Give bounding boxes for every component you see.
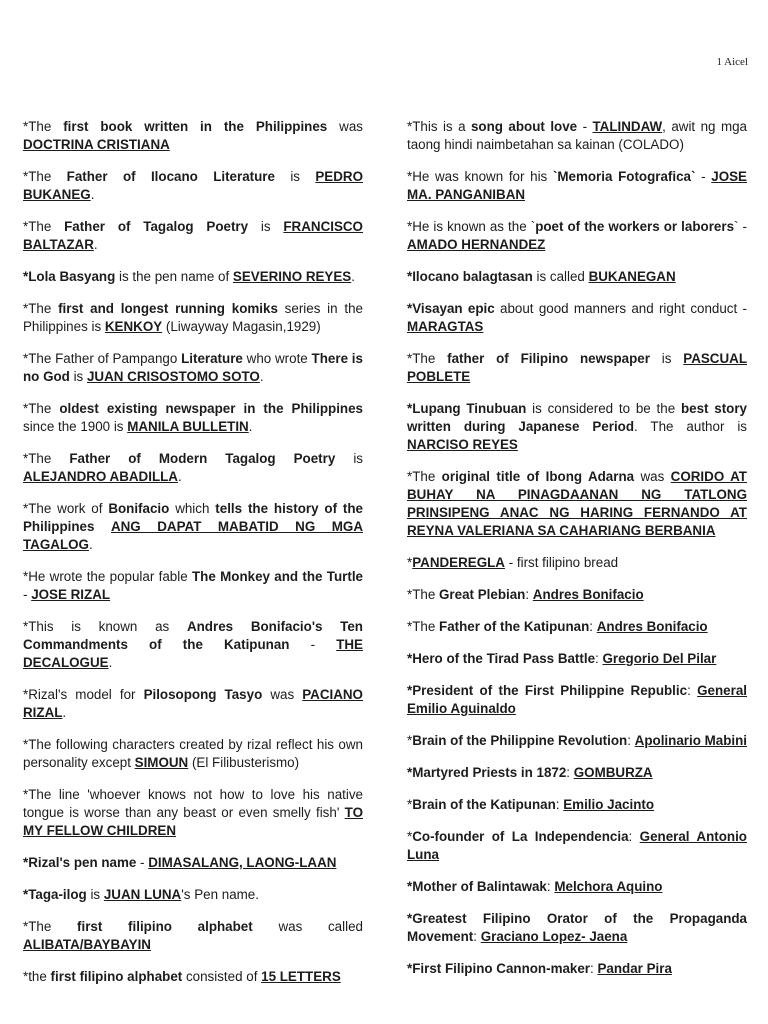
fact-item	[407, 218, 747, 254]
fact-item	[407, 732, 747, 750]
fact-keyword: *Mother of Balintawak	[407, 879, 547, 894]
fact-keyword: original title of Ibong Adarna	[441, 469, 635, 484]
fact-text: is	[274, 169, 316, 184]
fact-answer: ALEJANDRO ABADILLA	[23, 469, 178, 484]
fact-answer: Pandar Pira	[597, 961, 672, 976]
fact-keyword: tells the history of the Philippines	[23, 501, 363, 534]
fact-keyword: Father of the Katipunan	[439, 619, 590, 634]
fact-keyword: *Martyred Priests in 1872	[407, 765, 567, 780]
fact-keyword: song about love	[470, 119, 578, 134]
fact-keyword: father of Filipino newspaper	[447, 351, 650, 366]
fact-keyword: first and longest running komiks	[58, 301, 278, 316]
fact-keyword: Father of Modern Tagalog Poetry	[69, 451, 336, 466]
fact-answer: GOMBURZA	[573, 765, 653, 780]
fact-text: :	[566, 765, 574, 780]
fact-text: :	[627, 733, 635, 748]
fact-item	[23, 400, 363, 436]
fact-text: 's Pen name.	[181, 887, 259, 902]
fact-keyword: first filipino alphabet	[77, 919, 253, 934]
fact-text: *The	[407, 619, 440, 634]
fact-answer: JUAN LUNA	[103, 887, 182, 902]
fact-text: is the pen name of	[115, 269, 233, 284]
fact-item	[407, 468, 747, 540]
fact-answer: Apolinario Mabini	[634, 733, 748, 748]
fact-text: *	[407, 733, 413, 748]
fact-item	[23, 618, 363, 672]
fact-item	[407, 300, 747, 336]
fact-text: is	[335, 451, 363, 466]
fact-item	[407, 168, 747, 204]
fact-text: *This is a	[407, 119, 471, 134]
fact-text: . The author is	[634, 419, 747, 434]
fact-answer: 15 LETTERS	[261, 969, 341, 984]
fact-text: :	[525, 587, 533, 602]
fact-answer: CORIDO AT BUHAY NA PINAGDAANAN NG TATLONG PRINSIPENG ANAC NG HARING FERNANDO AT REYNA VALERIANA SA CAHARIANG BERBANIA	[407, 469, 747, 538]
fact-text: (El Filibusterismo)	[188, 755, 300, 770]
fact-answer: SEVERINO REYES	[232, 269, 352, 284]
fact-text: *The	[23, 919, 78, 934]
fact-text: *The	[23, 301, 59, 316]
fact-keyword: oldest existing newspaper in the Philippines	[59, 401, 363, 416]
fact-text: .	[108, 655, 113, 670]
fact-keyword: *Lola Basyang	[23, 269, 116, 284]
fact-answer: PEDRO BUKANEG	[23, 169, 363, 202]
fact-text: was	[634, 469, 671, 484]
fact-text: is considered to be the	[526, 401, 681, 416]
fact-item	[23, 886, 363, 904]
fact-item	[23, 268, 363, 286]
fact-answer: PASCUAL POBLETE	[407, 351, 747, 384]
fact-answer: PACIANO RIZAL	[23, 687, 363, 720]
fact-item	[407, 350, 747, 386]
fact-keyword: best story written during Japanese Period	[407, 401, 748, 434]
fact-answer: General Emilio Aguinaldo	[407, 683, 747, 716]
fact-text: *	[407, 555, 413, 570]
fact-item	[407, 878, 747, 896]
fact-item	[407, 796, 747, 814]
fact-answer: DIMASALANG, LAONG-LAAN	[148, 855, 337, 870]
fact-text: .	[90, 187, 95, 202]
fact-text: :	[555, 797, 564, 812]
fact-answer: Emilio Jacinto	[563, 797, 655, 812]
fact-text: :	[628, 829, 640, 844]
fact-text: was called	[252, 919, 363, 934]
fact-answer: Graciano Lopez- Jaena	[480, 929, 628, 944]
fact-answer: TO MY FELLOW CHILDREN	[23, 805, 363, 838]
fact-keyword: Co-founder of La Independencia	[412, 829, 629, 844]
fact-text: is	[86, 887, 104, 902]
fact-text: *The Father of Pampango	[23, 351, 182, 366]
fact-text	[94, 519, 111, 534]
fact-answer: PANDEREGLA	[412, 555, 505, 570]
fact-text: about good manners and right conduct -	[494, 301, 747, 316]
fact-answer: TALINDAW	[592, 119, 663, 134]
fact-keyword: Great Plebian	[439, 587, 526, 602]
fact-text: :	[473, 929, 481, 944]
fact-text: .	[88, 537, 93, 552]
fact-text: consisted of	[182, 969, 262, 984]
fact-keyword: *Taga-ilog	[23, 887, 87, 902]
fact-text: who wrote	[242, 351, 312, 366]
fact-item	[407, 586, 747, 604]
fact-text: -	[695, 169, 712, 184]
fact-keyword: Father of Tagalog Poetry	[64, 219, 249, 234]
fact-text: *This is known as	[23, 619, 187, 634]
fact-keyword: *Lupang Tinubuan	[407, 401, 527, 416]
fact-keyword: Andres Bonifacio's Ten Commandments of the Katipunan	[23, 619, 363, 652]
fact-item	[23, 786, 363, 840]
fact-item	[23, 118, 363, 154]
fact-text: , awit ng mga taong hindi naimbetahan sa kainan (COLADO)	[407, 119, 748, 152]
fact-answer: Melchora Aquino	[554, 879, 663, 894]
fact-text: :	[590, 961, 598, 976]
fact-answer: MARAGTAS	[407, 319, 484, 334]
fact-text: was	[262, 687, 303, 702]
fact-keyword: Literature	[181, 351, 243, 366]
fact-text: *He is known as the `	[407, 219, 536, 234]
fact-answer: ALIBATA/BAYBAYIN	[23, 937, 151, 952]
fact-keyword: *Rizal's pen name	[23, 855, 137, 870]
fact-text: *The	[23, 219, 65, 234]
fact-text: *the	[23, 969, 51, 984]
fact-answer: ANG DAPAT MABATID NG MGA TAGALOG	[23, 519, 363, 552]
fact-text: *The	[407, 351, 448, 366]
fact-text: :	[687, 683, 698, 698]
fact-text: ` -	[734, 219, 748, 234]
fact-text: *The	[407, 469, 442, 484]
fact-keyword: *First Filipino Cannon-maker	[407, 961, 591, 976]
fact-keyword: Brain of the Philippine Revolution	[412, 733, 628, 748]
fact-text: *	[407, 797, 413, 812]
fact-text: *The work of	[23, 501, 109, 516]
fact-answer: MANILA BULLETIN	[127, 419, 249, 434]
fact-item	[407, 910, 747, 946]
fact-answer: JOSE MA. PANGANIBAN	[407, 169, 747, 202]
fact-text: .	[93, 237, 98, 252]
fact-answer: JOSE RIZAL	[31, 587, 111, 602]
fact-answer: FRANCISCO BALTAZAR	[23, 219, 363, 252]
page-label: 1 Aicel	[716, 56, 748, 68]
fact-item	[23, 854, 363, 872]
fact-keyword: *Hero of the Tirad Pass Battle	[407, 651, 596, 666]
fact-text: (Liwayway Magasin,1929)	[162, 319, 321, 334]
fact-item	[23, 350, 363, 386]
fact-text: *He wrote the popular fable	[23, 569, 192, 584]
fact-answer: THE DECALOGUE	[23, 637, 363, 670]
fact-text: .	[259, 369, 264, 384]
left-column	[23, 118, 363, 1000]
fact-item	[407, 682, 747, 718]
fact-text: *The	[407, 587, 440, 602]
fact-answer: KENKOY	[104, 319, 163, 334]
fact-keyword: *President of the First Philippine Republic	[407, 683, 688, 698]
fact-item	[407, 400, 747, 454]
fact-keyword: first book written in the Philippines	[63, 119, 328, 134]
fact-answer: NARCISO REYES	[407, 437, 518, 452]
fact-text: is	[649, 351, 684, 366]
fact-text: which	[169, 501, 216, 516]
fact-text: *He was known for his	[407, 169, 553, 184]
fact-text: :	[589, 619, 597, 634]
fact-item	[407, 554, 747, 572]
fact-keyword: *Greatest Filipino Orator of the Propaganda Movement	[407, 911, 747, 944]
fact-keyword: Pilosopong Tasyo	[143, 687, 263, 702]
fact-text: -	[577, 119, 593, 134]
fact-text: *Rizal's model for	[23, 687, 144, 702]
fact-item	[407, 268, 747, 286]
fact-keyword: `Memoria Fotografica`	[552, 169, 696, 184]
fact-item	[23, 218, 363, 254]
fact-item	[23, 300, 363, 336]
fact-keyword: poet of the workers or laborers	[535, 219, 735, 234]
fact-text: *The line 'whoever knows not how to love his native tongue is worse than any beast or even smelly fish'	[23, 787, 363, 820]
fact-answer: Gregorio Del Pilar	[602, 651, 717, 666]
fact-answer: General Antonio Luna	[407, 829, 747, 862]
fact-text: .	[62, 705, 67, 720]
fact-text: *The	[23, 451, 70, 466]
fact-keyword: *Ilocano balagtasan	[407, 269, 533, 284]
fact-answer: JUAN CRISOSTOMO SOTO	[86, 369, 260, 384]
fact-text: *	[407, 829, 413, 844]
fact-text: *The following characters created by rizal reflect his own personality except	[23, 737, 363, 770]
fact-item	[23, 686, 363, 722]
fact-item	[23, 168, 363, 204]
fact-text: is	[69, 369, 87, 384]
fact-text: .	[177, 469, 182, 484]
fact-item	[23, 968, 363, 986]
fact-answer: Andres Bonifacio	[532, 587, 644, 602]
fact-item	[23, 918, 363, 954]
fact-item	[407, 618, 747, 636]
fact-item	[23, 568, 363, 604]
fact-item	[23, 500, 363, 554]
fact-text: :	[546, 879, 555, 894]
fact-text: -	[23, 587, 32, 602]
fact-text: -	[136, 855, 149, 870]
fact-answer: AMADO HERNANDEZ	[407, 237, 546, 252]
fact-text: *The	[23, 169, 67, 184]
fact-text: was	[327, 119, 363, 134]
fact-keyword: Father of Ilocano Literature	[66, 169, 275, 184]
fact-answer: BUKANEGAN	[588, 269, 676, 284]
fact-keyword: Bonifacio	[108, 501, 170, 516]
fact-text: -	[289, 637, 337, 652]
fact-answer: Andres Bonifacio	[596, 619, 708, 634]
fact-item	[407, 764, 747, 782]
fact-text: since the 1900 is	[23, 419, 128, 434]
fact-text: *The	[23, 401, 60, 416]
fact-keyword: Brain of the Katipunan	[412, 797, 556, 812]
fact-item	[407, 960, 747, 978]
fact-text: is	[248, 219, 284, 234]
fact-answer: SIMOUN	[134, 755, 189, 770]
fact-item	[23, 736, 363, 772]
fact-keyword: first filipino alphabet	[50, 969, 183, 984]
fact-text: *The	[23, 119, 64, 134]
fact-text: series in the Philippines is	[23, 301, 364, 334]
fact-item	[407, 650, 747, 668]
fact-item	[23, 450, 363, 486]
fact-answer: DOCTRINA CRISTIANA	[23, 137, 170, 152]
fact-text: :	[595, 651, 603, 666]
fact-text: .	[248, 419, 253, 434]
fact-text: .	[351, 269, 355, 284]
fact-text: is called	[532, 269, 589, 284]
fact-text: - first filipino bread	[504, 555, 619, 570]
fact-keyword: The Monkey and the Turtle	[191, 569, 364, 584]
fact-item	[407, 118, 747, 154]
right-column	[407, 118, 747, 992]
fact-item	[407, 828, 747, 864]
fact-keyword: *Visayan epic	[407, 301, 495, 316]
fact-keyword: There is no God	[23, 351, 363, 384]
